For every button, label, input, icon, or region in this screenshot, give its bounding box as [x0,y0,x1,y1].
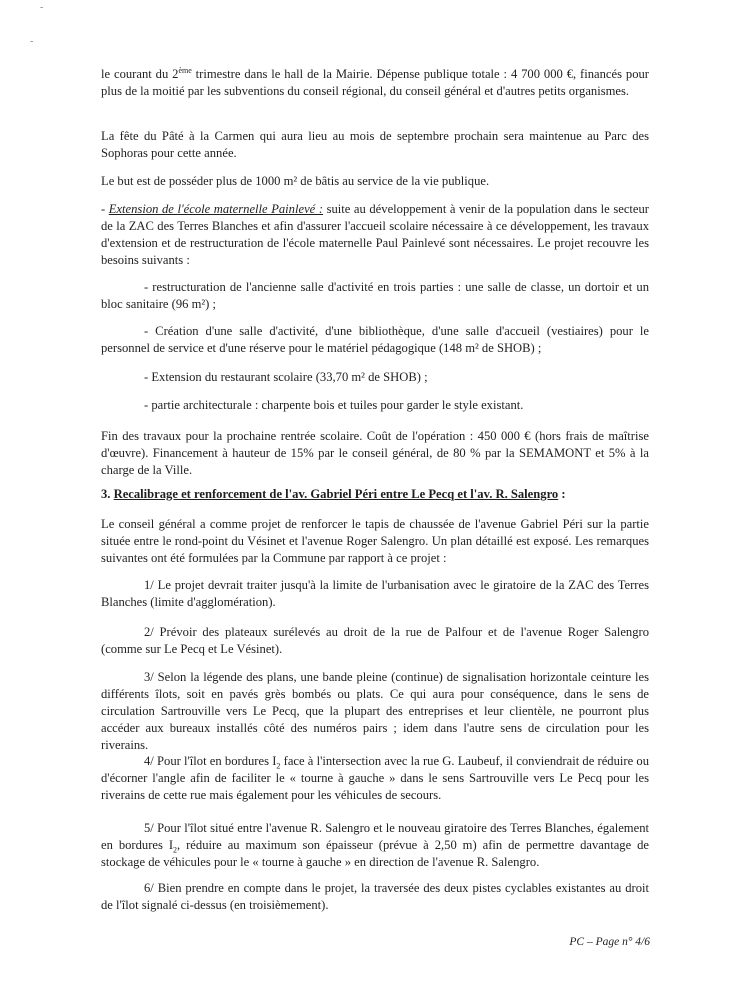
section-heading-3 [101,486,649,503]
subscript: 2 [173,845,178,855]
paragraph-financing [101,66,649,100]
remark-2: 2/ Prévoir des plateaux surélevés au droit de la rue de Palfour et de l'avenue Roger Salengro (comme sur Le Pecq et Le Vésinet). [101,625,649,656]
page-footer: PC – Page n° 4/6 [569,936,650,948]
section-number: 3. [101,487,114,501]
paragraph-fete: La fête du Pâté à la Carmen qui aura lieu au mois de septembre prochain sera maintenue au Parc des Sophoras pour cette année. [101,129,649,160]
section-title: Recalibrage et renforcement de l'av. Gabriel Péri entre Le Pecq et l'av. R. Salengro [113,487,559,501]
subscript: 2 [276,761,281,771]
paragraph-but: Le but est de posséder plus de 1000 m² de bâtis au service de la vie publique. [101,174,490,188]
paragraph-extension [101,201,649,269]
remark-1: 1/ Le projet devrait traiter jusqu'à la limite de l'urbanisation avec le giratoire de la ZAC des Terres Blanches (limite d'agglomération). [101,578,649,609]
remark-3: 3/ Selon la légende des plans, une bande pleine (continue) de signalisation horizontale ceinture les différents îlots, soit en pavés grès bombés ou plats. Ce qui aura pour conséquence, dans le sens de circulation Sartrouville vers Le Pecq, que la plupart des entreprises et leur clientèle, ne pourront plus accéder aux bureaux installés côté des numéros pairs ; idem dans l'autre sens de circulation pour les riverains. [101,670,649,752]
text-segment: 5/ Pour l'îlot situé entre l'avenue R. Salengro et le nouveau giratoire des Terres Blanches, également en bordures I [101,821,649,852]
dash: - [101,202,109,216]
text-segment: suite au développement à venir de la population dans le secteur de la ZAC des Terres Blanches et afin d'assurer l'accueil scolaire nécessaire à ce développement, les travaux d'extension et de restructuration de l'école maternelle Paul Painlevé sont nécessaires. Le projet recouvre les besoins suivants : [101,202,649,267]
remark-5 [101,820,649,871]
scan-mark: - [30,36,34,47]
list-item: - Extension du restaurant scolaire (33,70 m² de SHOB) ; [144,370,428,384]
list-item: - Création d'une salle d'activité, d'une bibliothèque, d'une salle d'accueil (vestiaires) pour le personnel de service et d'une réserve pour le matériel pédagogique (148 m² de SHOB) ; [101,324,649,355]
paragraph-fin-travaux: Fin des travaux pour la prochaine rentrée scolaire. Coût de l'opération : 450 000 € (hors frais de maîtrise d'œuvre). Financement à hauteur de 15% par le conseil général, de 80 % par la SEMAMONT et 5% à la charge de la Ville. [101,429,649,477]
text-segment: , réduire au maximum son épaisseur (prévue à 2,50 m) afin de permettre davantage de stockage de véhicules pour le « tourne à gauche » en direction de l'avenue R. Salengro. [101,838,649,869]
text-segment: face à l'intersection avec la rue G. Laubeuf, il conviendrait de réduire ou d'écorner l'angle afin de faciliter le « tourne à gauche » dans le sens Sartrouville vers Le Pecq pour les riverains de cette rue mais également pour les véhicules de secours. [101,754,649,802]
remark-6: 6/ Bien prendre en compte dans le projet, la traversée des deux pistes cyclables existantes au droit de l'îlot signalé ci-dessus (en troisièmement). [101,881,649,912]
paragraph-conseil-general: Le conseil général a comme projet de renforcer le tapis de chaussée de l'avenue Gabriel Péri sur la partie située entre le rond-point du Vésinet et l'avenue Roger Salengro. Un plan détaillé est exposé. Les remarques suivantes ont été formulées par la Commune par rapport à ce projet : [101,517,649,565]
section-title-extension: Extension de l'école maternelle Painlevé : [108,202,324,216]
text-segment: 4/ Pour l'îlot en bordures I [144,754,277,768]
remark-4 [101,753,649,804]
list-item: - restructuration de l'ancienne salle d'activité en trois parties : une salle de classe, un dortoir et un bloc sanitaire (96 m²) ; [101,280,649,311]
colon: : [558,487,566,501]
list-item: - partie architecturale : charpente bois et tuiles pour garder le style existant. [144,398,524,412]
scan-mark: - [40,2,44,13]
superscript: ème [178,65,192,75]
text-segment: le courant du 2 [101,67,179,81]
text-segment: trimestre dans le hall de la Mairie. Dépense publique totale : 4 700 000 €, financés pour plus de la moitié par les subventions du conseil régional, du conseil général et d'autres petits organismes. [101,67,649,98]
